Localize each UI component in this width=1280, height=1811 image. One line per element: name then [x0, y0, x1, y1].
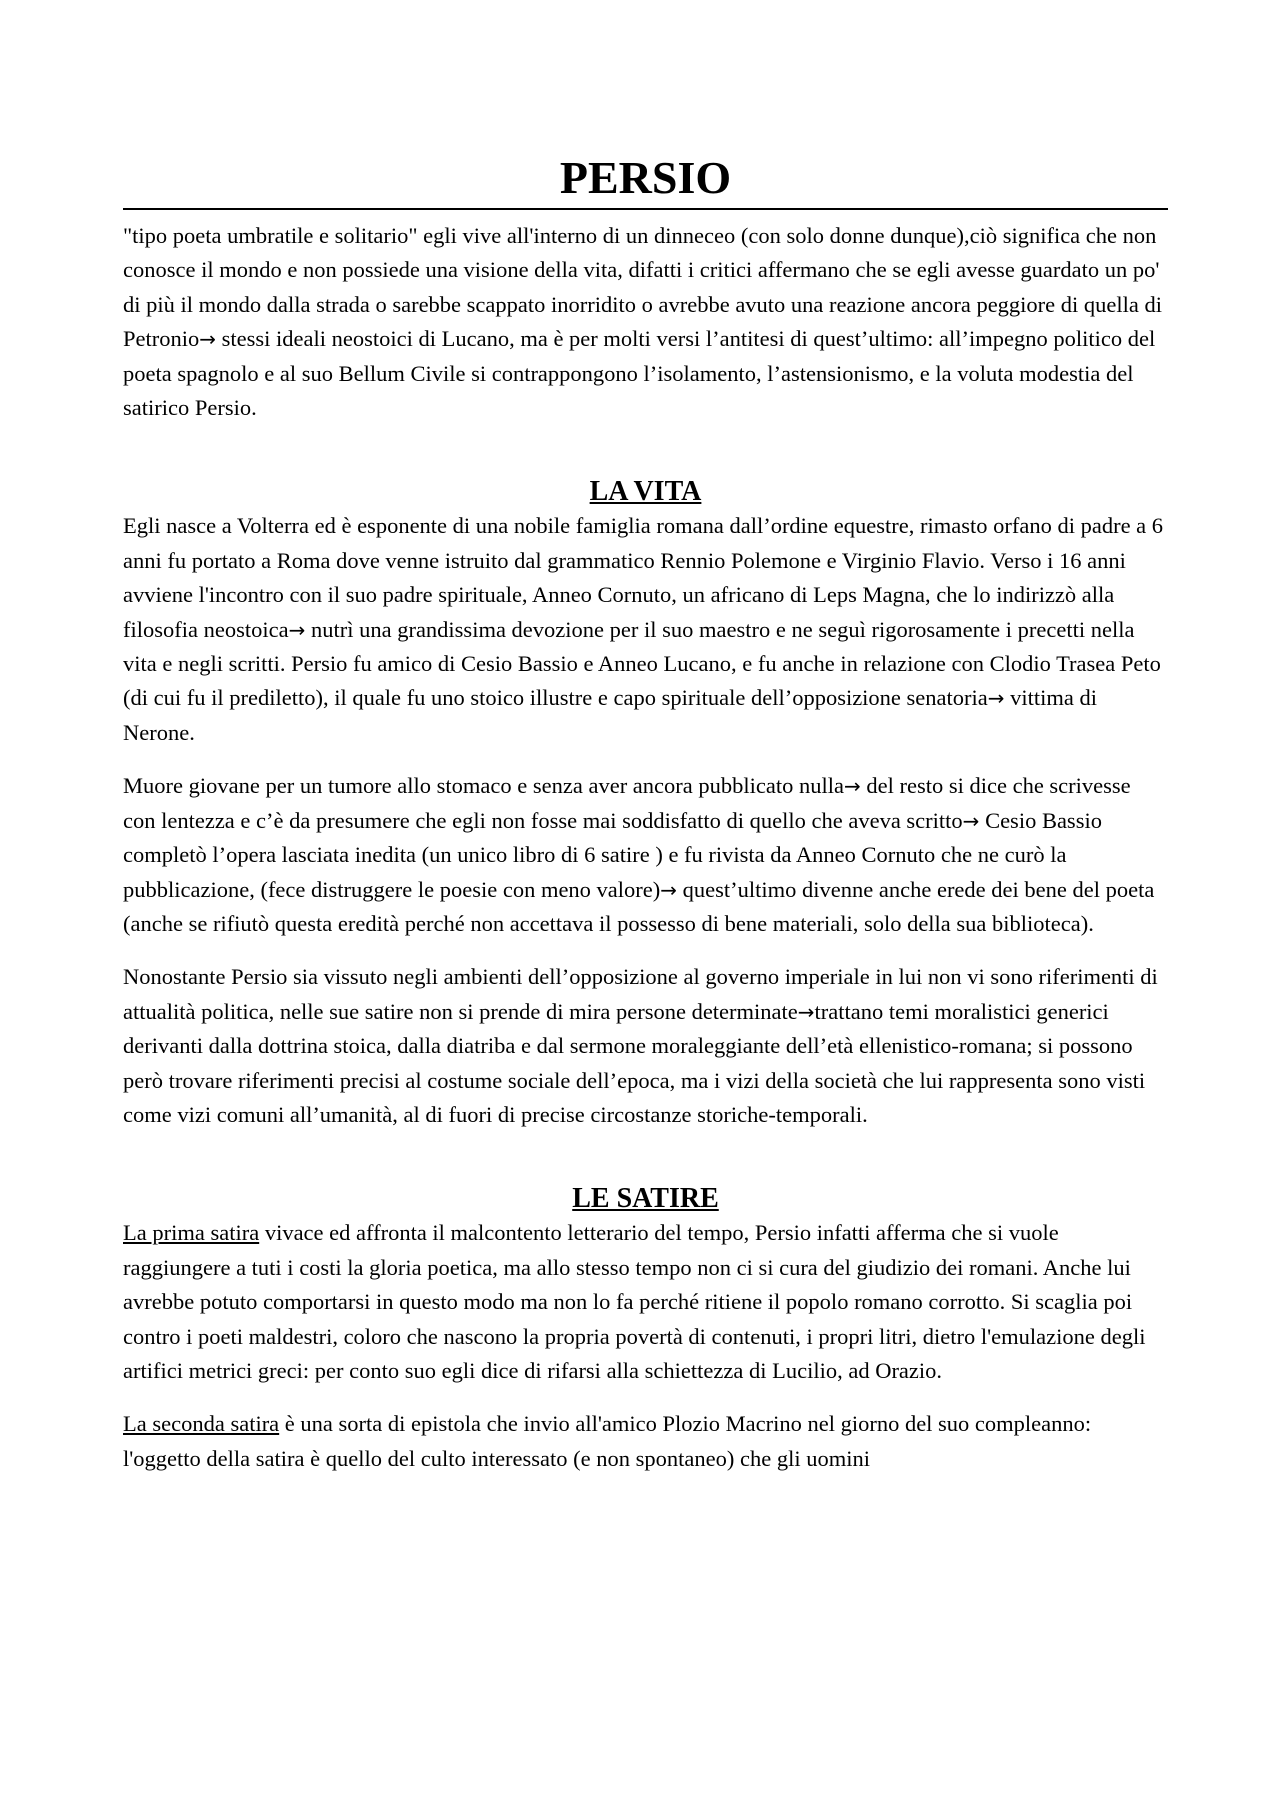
vita-p2-text-b: del resto si dice che scrivesse con lentezza e c’è da presumere che egli non fosse mai soddisfatto di quello che aveva scritto	[123, 773, 1131, 833]
vita-p1-text-a: Egli nasce a Volterra ed è esponente di una nobile famiglia romana dall’ordine equestre, rimasto orfano di padre a 6 anni fu portato a Roma dove venne istruito dal grammatico Rennio Polemone e Virginio Flavio. Verso i 16 anni avviene l'incontro con il suo padre spirituale, Anneo Cornuto, un africano di Leps Magna, che lo indirizzò alla filosofia neostoica	[123, 513, 1164, 642]
arrow-icon: →	[660, 877, 678, 902]
vita-p1-text-b: nutrì una grandissima devozione per il suo maestro e ne seguì rigorosamente i precetti nella vita e negli scritti. Persio fu amico di Cesio Bassio e Anneo Lucano, e fu anche in relazione con Clodio Trasea Peto (di cui fu il prediletto), il quale fu uno stoico illustre e capo spirituale dell’opposizione senatoria	[123, 616, 1161, 711]
vita-p3-text-a: Nonostante Persio sia vissuto negli ambienti dell’opposizione al governo imperiale in lui non vi sono riferimenti di attualità politica, nelle sue satire non si prende di mira persone determinate	[123, 964, 1158, 1024]
arrow-icon: →	[962, 808, 980, 833]
first-satira-text: vivace ed affronta il malcontento letterario del tempo, Persio infatti afferma che si vuole raggiungere a tuti i costi la gloria poetica, ma allo stesso tempo non ci si cura del giudizio dei romani. Anche lui avrebbe potuto comportarsi in questo modo ma non lo fa perché ritiene il popolo romano corrotto. Si scaglia poi contro i poeti maldestri, coloro che nascono la propria povertà di contenuti, i propri litri, dietro l'emulazione degli artifici metrici greci: per conto suo egli dice di rifarsi alla schiettezza di Lucilio, ad Orazio.	[123, 1220, 1146, 1383]
intro-text-b: stessi ideali neostoici di Lucano, ma è per molti versi l’antitesi di quest’ultimo: all’impegno politico del poeta spagnolo e al suo Bellum Civile si contrappongono l’isolamento, l’astensionismo, e la voluta modestia del satirico Persio.	[123, 326, 1156, 421]
document-page	[123, 150, 1168, 1476]
section-heading-le-satire: LE SATIRE	[572, 1183, 719, 1215]
arrow-icon: →	[797, 999, 815, 1024]
document-title: PERSIO	[123, 150, 1168, 210]
first-satira-label: La prima satira	[123, 1220, 260, 1246]
second-satira-label: La seconda satira	[123, 1411, 280, 1437]
intro-text-a: "tipo poeta umbratile e solitario" egli vive all'interno di un dinneceo (con solo donne dunque),ciò significa che non conosce il mondo e non possiede una visione della vita, difatti i critici affermano che se egli avesse guardato un po' di più il mondo dalla strada o sarebbe scappato inorridito o avrebbe avuto una reazione ancora peggiore di quella di Petronio	[123, 223, 1163, 352]
intro-paragraph	[123, 219, 1168, 425]
arrow-icon: →	[987, 686, 1005, 711]
second-satira-text: è una sorta di epistola che invio all'amico Plozio Macrino nel giorno del suo compleanno: l'oggetto della satira è quello del culto interessato (e non spontaneo) che gli uomini	[123, 1411, 1092, 1471]
vita-p2-text-a: Muore giovane per un tumore allo stomaco e senza aver ancora pubblicato nulla	[123, 773, 844, 799]
satire-paragraph-second	[123, 1407, 1168, 1476]
satire-paragraph-first	[123, 1216, 1168, 1388]
vita-paragraph-2	[123, 769, 1168, 941]
arrow-icon: →	[843, 774, 861, 799]
vita-paragraph-1	[123, 509, 1168, 750]
vita-p1-text-c: vittima di Nerone.	[123, 685, 1098, 745]
arrow-icon: →	[288, 617, 306, 642]
arrow-icon: →	[199, 327, 217, 352]
section-heading-la-vita: LA VITA	[589, 476, 702, 508]
vita-p2-text-c: Cesio Bassio completò l’opera lasciata inedita (un unico libro di 6 satire ) e fu rivista da Anneo Cornuto che ne curò la pubblicazione, (fece distruggere le poesie con meno valore)	[123, 807, 1102, 902]
vita-p2-text-d: quest’ultimo divenne anche erede dei bene del poeta (anche se rifiutò questa eredità perché non accettava il possesso di bene materiali, solo della sua biblioteca).	[123, 876, 1155, 936]
vita-paragraph-3	[123, 960, 1168, 1132]
vita-p3-text-b: trattano temi moralistici generici derivanti dalla dottrina stoica, dalla diatriba e dal sermone moraleggiante dell’età ellenistico-romana; si possono però trovare riferimenti precisi al costume sociale dell’epoca, ma i vizi della società che lui rappresenta sono visti come vizi comuni all’umanità, al di fuori di precise circostanze storiche-temporali.	[123, 998, 1146, 1127]
